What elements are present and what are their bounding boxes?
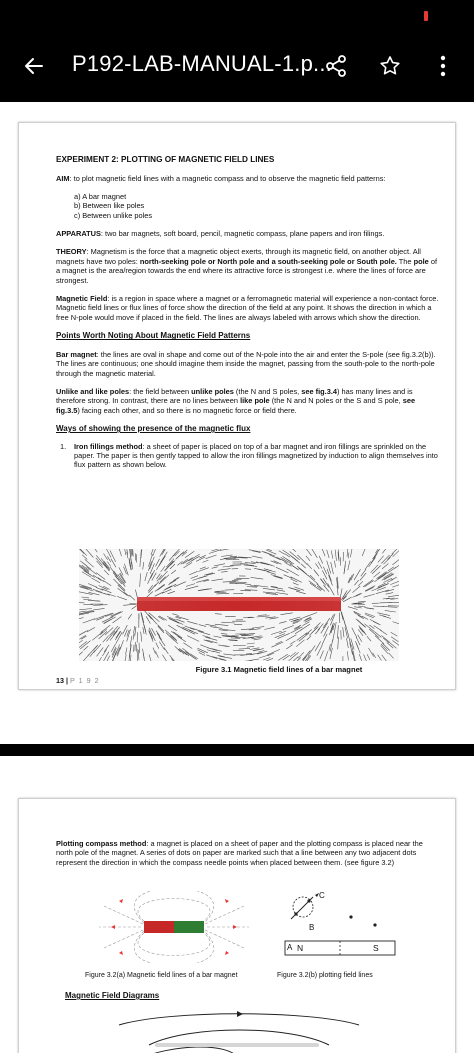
apparatus-paragraph: APPARATUS: two bar magnets, soft board, pencil, magnetic compass, plane papers and iron filings. <box>56 229 385 239</box>
point-label-b: B <box>309 923 315 932</box>
experiment-heading: EXPERIMENT 2: PLOTTING OF MAGNETIC FIELD LINES <box>56 155 275 164</box>
share-icon <box>324 54 348 78</box>
iron-filings-figure <box>79 549 399 661</box>
magnet-label-n: N <box>297 943 304 953</box>
poles-paragraph: Unlike and like poles: the field between unlike poles (the N and S poles, see fig.3.4) has many lines and is therefore strong. In contrast, there are no lines between like pole (the N and N poles or the S and S pole, see fig.3.5) facing each other, and so there is no magnetic force or field there. <box>56 386 416 415</box>
compass-paragraph: Plotting compass method: a magnet is placed on a sheet of paper and the plotting compass is placed near the north pole of the magnet. A series of dots on paper are marked such that a line between any two adjacent dots represent the direction in which the compass needle points when placed between them. (see figure 3.2) <box>56 839 423 867</box>
theory-paragraph: THEORY: Magnetism is the force that a magnetic object exerts, through its magnetic field, on another object. All magnets have two poles: north-seeking pole or North pole and a south-seeking pole or South pole. The pole of a magnet is the area/region towards the end where its attractive force is strongest i.e. where the lines of force are strongest. <box>56 247 437 285</box>
bar-magnet-paragraph: Bar magnet: the lines are oval in shape and come out of the N-pole into the air and enter the S-pole (see fig.3.2(b)). The lines are continuous; one should imagine them inside the magnet, passing from the south-pole to the north-pole through the magnetic material. <box>56 349 436 378</box>
pdf-page-13 <box>18 122 456 690</box>
point-label-c: C <box>319 891 325 900</box>
page-number: 13 | P 1 9 2 <box>56 676 100 685</box>
aim-list <box>56 192 440 220</box>
notification-indicator <box>424 11 428 21</box>
aim-item: c) Between unlike poles <box>74 210 153 220</box>
caption-figure-b: Figure 3.2(b) plotting field lines <box>277 972 373 979</box>
magnet-south-half <box>174 921 204 933</box>
points-heading: Points Worth Noting About Magnetic Field Patterns <box>56 331 251 341</box>
more-vert-icon <box>440 55 446 77</box>
share-button[interactable] <box>318 48 354 84</box>
more-options-button[interactable] <box>428 48 458 84</box>
back-arrow-icon <box>22 54 46 78</box>
ways-heading: Ways of showing the presence of the magnetic flux <box>56 424 251 434</box>
star-icon <box>378 54 402 78</box>
magnet-north-half <box>144 921 174 933</box>
page-separator <box>0 744 474 756</box>
home-indicator <box>155 1043 319 1047</box>
diagrams-heading: Magnetic Field Diagrams <box>65 991 160 1000</box>
figure-caption: Figure 3.1 Magnetic field lines of a bar magnet <box>195 665 363 674</box>
caption-figure-a: Figure 3.2(a) Magnetic field lines of a bar magnet <box>85 972 238 979</box>
page-content <box>56 155 440 470</box>
iron-method-item: 1. Iron fillings method: a sheet of paper is placed on top of a bar magnet and iron fillings are sprinkled on the paper. The paper is then gently tapped to allow the iron fillings magnetized by induction to align themselves into flux pattern as shown below. <box>60 441 438 470</box>
aim-paragraph: AIM: to plot magnetic field lines with a magnetic compass and to observe the magnetic field patterns: <box>56 174 386 184</box>
point-label-a: A <box>287 943 293 952</box>
aim-item: a) A bar magnet <box>74 191 127 201</box>
field-lines-figure-a <box>89 891 259 963</box>
aim-item: b) Between like poles <box>74 201 145 211</box>
pdf-page-14 <box>18 798 456 1053</box>
pdf-viewer[interactable] <box>0 102 474 1053</box>
magnetic-field-paragraph: Magnetic Field: is a region in space where a magnet or a ferromagnetic material will experience a non-contact force. Magnetic field lines or flux lines of force show the direction of the field at any point. It shows the direction in which a free N-pole would move if placed in the field. The lines are always labeled with arrows which show the direction. <box>56 294 439 322</box>
app-bar <box>0 0 474 102</box>
magnet-label-s: S <box>373 943 379 953</box>
document-title: P192-LAB-MANUAL-1.p... <box>72 51 332 76</box>
favorite-button[interactable] <box>372 48 408 84</box>
back-button[interactable] <box>16 48 52 84</box>
